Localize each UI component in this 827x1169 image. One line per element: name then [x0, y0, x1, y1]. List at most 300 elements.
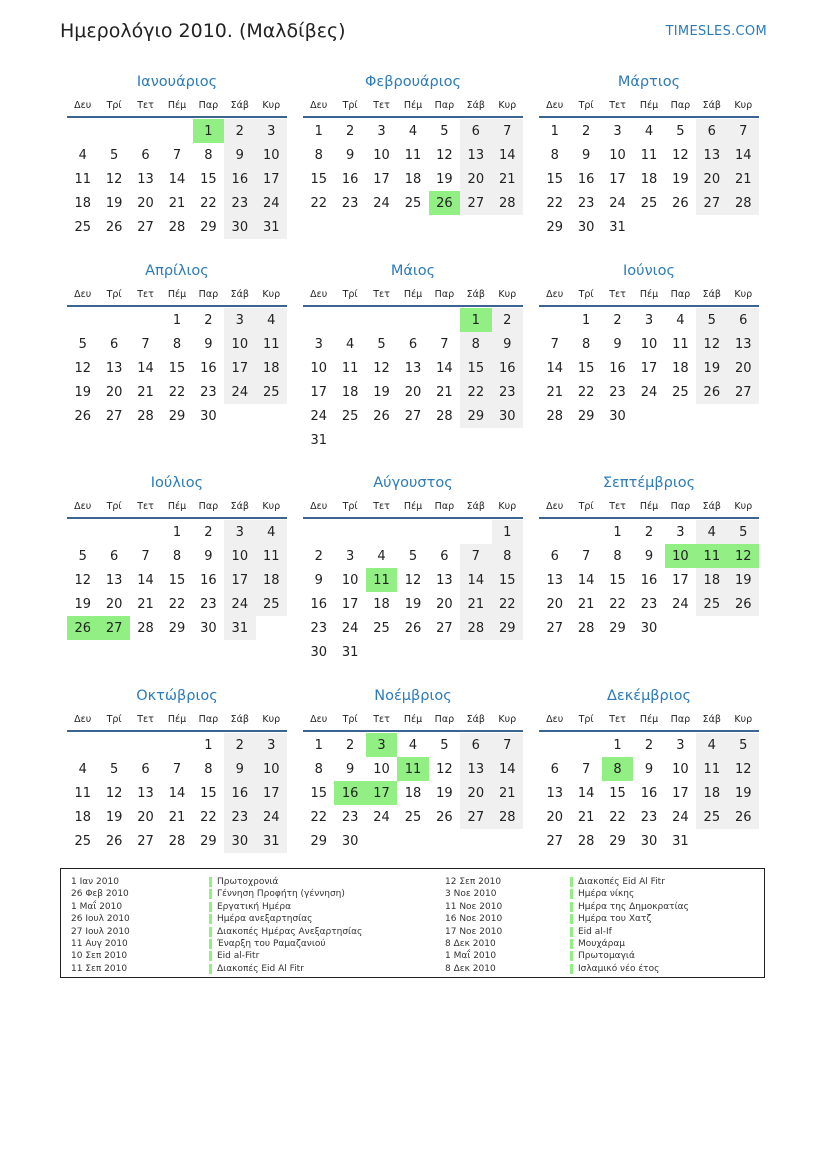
day-cell: 11: [74, 171, 91, 187]
weekday-label: Κυρ: [734, 99, 753, 111]
weekday-label: Τετ: [137, 99, 154, 111]
day-cell: 24: [640, 384, 658, 400]
day-cell: 21: [728, 167, 759, 191]
day-cell: 27: [546, 620, 563, 636]
weekday-header: [303, 708, 523, 732]
day-cell: 14: [137, 572, 154, 588]
day-cell: 25: [696, 805, 727, 829]
holiday-name: Πρωτομαγιά: [570, 950, 689, 962]
day-cell: 2: [644, 524, 654, 540]
weekday-label: Τρί: [342, 288, 358, 300]
day-cell: 2: [345, 123, 355, 139]
day-cell: 29: [168, 620, 186, 636]
day-cell: 22: [577, 384, 595, 400]
day-cell: 5: [109, 147, 119, 163]
month-name: Μάρτιος: [617, 74, 681, 90]
day-cell: 13: [404, 360, 422, 376]
empty-day: [492, 829, 523, 853]
day-cell: 29: [168, 408, 186, 424]
day-cell: 20: [546, 809, 563, 825]
day-cell: 23: [341, 195, 359, 211]
month-block: [539, 259, 759, 428]
day-cell: 16: [492, 356, 523, 380]
day-cell: 7: [492, 119, 523, 143]
weekday-label: Σάβ: [702, 500, 721, 512]
empty-day: [397, 829, 428, 853]
weekday-header: [303, 283, 523, 307]
day-cell: 15: [168, 572, 186, 588]
empty-day: [366, 428, 397, 452]
day-cell: 18: [696, 568, 727, 592]
day-cell: 29: [577, 408, 595, 424]
day-cell: 7: [440, 336, 449, 352]
empty-day: [366, 308, 397, 332]
empty-day: [366, 520, 397, 544]
day-cell: 22: [168, 596, 186, 612]
day-cell: 24: [609, 195, 626, 211]
day-cell: 13: [460, 143, 491, 167]
day-cell: 1: [314, 737, 323, 753]
day-cell: 3: [377, 123, 386, 139]
day-cell: 28: [492, 805, 523, 829]
day-cell: 29: [492, 616, 523, 640]
day-cell: 13: [546, 785, 563, 801]
day-cell: 14: [728, 143, 759, 167]
day-cell: 5: [78, 336, 87, 352]
day-cell: 24: [373, 195, 390, 211]
day-cell: 15: [609, 785, 626, 801]
brand-link[interactable]: TIMESLES.COM: [665, 24, 767, 39]
empty-day: [130, 308, 161, 332]
day-cell: 19: [672, 171, 689, 187]
holiday-name: Ημέρα του Χατζ: [570, 913, 689, 925]
day-cell: 25: [672, 384, 689, 400]
holiday-date: 10 Σεπ 2010: [71, 951, 128, 962]
day-cell: 8: [314, 147, 323, 163]
day-cell: 19: [696, 356, 727, 380]
day-cell: 20: [137, 809, 154, 825]
weekday-label: Κυρ: [262, 288, 281, 300]
holiday-date: 26 Φεβ 2010: [71, 889, 129, 900]
day-cell: 27: [98, 616, 129, 640]
day-cell: 29: [546, 219, 563, 235]
holiday-name: Ημέρα της Δημοκρατίας: [570, 901, 689, 913]
day-cell: 20: [696, 167, 727, 191]
day-cell: 17: [672, 785, 689, 801]
day-cell: 10: [341, 572, 359, 588]
weekday-header: [67, 708, 287, 732]
month-block: [303, 684, 523, 853]
holiday-name: Eid al-If: [570, 926, 689, 938]
weekday-label: Παρ: [434, 713, 455, 725]
day-cell: 4: [696, 520, 727, 544]
month-block: [303, 259, 523, 452]
day-cell: 3: [256, 119, 287, 143]
day-cell: 28: [577, 620, 595, 636]
empty-day: [696, 404, 727, 428]
weekday-label: Κυρ: [262, 713, 281, 725]
day-cell: 8: [581, 336, 591, 352]
weekday-header: [539, 708, 759, 732]
weekday-label: Δευ: [546, 288, 564, 300]
day-cell: 30: [224, 215, 255, 239]
day-cell: 6: [408, 336, 418, 352]
day-cell: 26: [105, 219, 123, 235]
empty-day: [539, 733, 570, 757]
day-cell: 7: [550, 336, 559, 352]
weekday-label: Τετ: [373, 713, 390, 725]
day-cell: 25: [696, 592, 727, 616]
day-grid: [539, 520, 759, 640]
empty-day: [130, 119, 161, 143]
day-cell: 21: [460, 592, 491, 616]
day-cell: 6: [141, 761, 150, 777]
day-cell: 3: [366, 733, 397, 757]
day-cell: 8: [492, 544, 523, 568]
day-cell: 5: [377, 336, 386, 352]
day-cell: 4: [676, 312, 685, 328]
day-cell: 11: [256, 544, 287, 568]
day-cell: 23: [224, 805, 255, 829]
holiday-date: 26 Ιουλ 2010: [71, 914, 130, 925]
empty-day: [460, 640, 491, 664]
weekday-label: Τετ: [609, 713, 626, 725]
day-cell: 24: [373, 809, 390, 825]
day-cell: 21: [436, 384, 453, 400]
day-cell: 22: [310, 195, 327, 211]
day-cell: 30: [341, 833, 359, 849]
day-cell: 30: [200, 620, 217, 636]
day-cell: 15: [609, 572, 626, 588]
day-cell: 15: [310, 171, 327, 187]
weekday-header: [539, 283, 759, 307]
empty-day: [460, 829, 491, 853]
day-cell: 13: [105, 572, 123, 588]
month-block: [539, 471, 759, 640]
day-cell: 21: [168, 809, 186, 825]
holiday-name: Διακοπές Ημέρας Ανεξαρτησίας: [209, 926, 362, 938]
day-cell: 17: [224, 568, 255, 592]
weekday-label: Κυρ: [498, 288, 517, 300]
day-cell: 29: [609, 833, 626, 849]
weekday-header: [67, 94, 287, 118]
day-cell: 8: [613, 548, 622, 564]
day-cell: 15: [200, 171, 217, 187]
month-block: [303, 70, 523, 215]
day-grid: [303, 119, 523, 215]
day-cell: 14: [546, 360, 563, 376]
day-cell: 29: [200, 219, 217, 235]
weekday-label: Σάβ: [230, 99, 249, 111]
empty-day: [98, 119, 129, 143]
day-cell: 24: [256, 805, 287, 829]
day-cell: 27: [696, 191, 727, 215]
empty-day: [539, 308, 570, 332]
day-cell: 9: [644, 548, 654, 564]
day-cell: 28: [168, 219, 186, 235]
day-cell: 21: [577, 809, 595, 825]
empty-day: [429, 308, 460, 332]
month-block: [539, 684, 759, 853]
holiday-name: Διακοπές Eid Al Fitr: [570, 876, 689, 888]
holiday-date: 8 Δεκ 2010: [445, 963, 496, 974]
weekday-label: Σάβ: [466, 500, 485, 512]
day-cell: 8: [460, 332, 491, 356]
day-cell: 17: [640, 360, 658, 376]
weekday-label: Κυρ: [734, 500, 753, 512]
day-cell: 14: [577, 572, 595, 588]
day-cell: 12: [105, 171, 123, 187]
day-cell: 30: [640, 620, 658, 636]
month-name: Ιούνιος: [623, 263, 675, 279]
weekday-label: Τετ: [609, 99, 626, 111]
empty-day: [67, 119, 98, 143]
day-grid: [303, 520, 523, 664]
holiday-date: 11 Σεπ 2010: [71, 963, 128, 974]
day-cell: 28: [577, 833, 595, 849]
month-name: Νοέμβριος: [374, 688, 452, 704]
day-cell: 28: [728, 191, 759, 215]
empty-day: [303, 308, 334, 332]
day-cell: 16: [341, 171, 359, 187]
day-cell: 5: [676, 123, 685, 139]
day-cell: 7: [492, 733, 523, 757]
day-cell: 22: [609, 596, 626, 612]
day-cell: 15: [492, 568, 523, 592]
day-cell: 4: [377, 548, 386, 564]
day-cell: 23: [200, 596, 217, 612]
day-cell: 23: [200, 384, 217, 400]
day-cell: 24: [672, 809, 689, 825]
day-cell: 8: [314, 761, 323, 777]
weekday-label: Κυρ: [498, 713, 517, 725]
empty-day: [429, 520, 460, 544]
day-cell: 13: [105, 360, 123, 376]
day-cell: 24: [224, 592, 255, 616]
legend-dates-right: [445, 876, 502, 975]
day-cell: 18: [696, 781, 727, 805]
day-cell: 6: [141, 147, 150, 163]
weekday-label: Τρί: [342, 500, 358, 512]
weekday-label: Πέμ: [403, 99, 423, 111]
day-grid: [539, 119, 759, 239]
day-cell: 19: [728, 781, 759, 805]
weekday-label: Τρί: [342, 713, 358, 725]
weekday-label: Σάβ: [702, 99, 721, 111]
day-cell: 13: [460, 757, 491, 781]
day-cell: 11: [74, 785, 91, 801]
day-cell: 18: [74, 195, 91, 211]
weekday-label: Δευ: [310, 99, 328, 111]
holiday-name: Eid al-Fitr: [209, 950, 362, 962]
day-cell: 10: [224, 544, 255, 568]
day-cell: 12: [696, 332, 727, 356]
weekday-label: Τετ: [137, 713, 154, 725]
day-cell: 16: [640, 572, 658, 588]
legend-names-right: [570, 876, 689, 975]
day-cell: 31: [609, 219, 626, 235]
day-cell: 20: [460, 781, 491, 805]
day-cell: 10: [672, 761, 689, 777]
day-cell: 4: [644, 123, 654, 139]
day-cell: 2: [204, 312, 213, 328]
day-cell: 7: [728, 119, 759, 143]
weekday-label: Τρί: [106, 713, 122, 725]
month-name: Φεβρουάριος: [364, 74, 462, 90]
day-cell: 1: [492, 520, 523, 544]
day-cell: 4: [78, 147, 87, 163]
day-cell: 28: [546, 408, 563, 424]
day-cell: 17: [609, 171, 626, 187]
day-cell: 10: [640, 336, 658, 352]
empty-day: [161, 119, 192, 143]
empty-day: [633, 215, 664, 239]
day-cell: 2: [613, 312, 622, 328]
day-cell: 19: [74, 384, 91, 400]
empty-day: [256, 616, 287, 640]
day-cell: 28: [137, 408, 154, 424]
weekday-label: Πέμ: [167, 500, 187, 512]
day-cell: 22: [492, 592, 523, 616]
day-cell: 6: [440, 548, 449, 564]
weekday-label: Δευ: [74, 99, 92, 111]
day-cell: 18: [256, 356, 287, 380]
day-cell: 8: [204, 761, 213, 777]
day-cell: 9: [224, 143, 255, 167]
weekday-label: Δευ: [546, 713, 564, 725]
holiday-name: Ημέρα ανεξαρτησίας: [209, 913, 362, 925]
month-block: [303, 471, 523, 664]
empty-day: [98, 733, 129, 757]
weekday-label: Σάβ: [702, 713, 721, 725]
weekday-label: Σάβ: [230, 713, 249, 725]
weekday-label: Τρί: [106, 500, 122, 512]
day-cell: 23: [341, 809, 359, 825]
empty-day: [728, 616, 759, 640]
day-cell: 25: [256, 380, 287, 404]
day-cell: 3: [224, 520, 255, 544]
day-cell: 6: [550, 761, 559, 777]
weekday-label: Σάβ: [702, 288, 721, 300]
day-cell: 18: [672, 360, 689, 376]
day-grid: [67, 520, 287, 640]
weekday-label: Κυρ: [734, 288, 753, 300]
weekday-label: Δευ: [74, 713, 92, 725]
day-cell: 29: [609, 620, 626, 636]
day-cell: 9: [644, 761, 654, 777]
month-block: [67, 684, 287, 853]
empty-day: [397, 428, 428, 452]
day-cell: 27: [460, 191, 491, 215]
day-cell: 1: [172, 312, 182, 328]
day-cell: 22: [460, 380, 491, 404]
holiday-date: 12 Σεπ 2010: [445, 877, 502, 887]
day-cell: 8: [550, 147, 559, 163]
day-cell: 24: [672, 596, 689, 612]
day-cell: 2: [204, 524, 213, 540]
day-grid: [539, 308, 759, 428]
day-cell: 19: [105, 809, 123, 825]
day-cell: 15: [546, 171, 563, 187]
holiday-name: Μουχάραμ: [570, 938, 689, 950]
empty-day: [303, 520, 334, 544]
month-name: Ιούλιος: [150, 475, 204, 491]
empty-day: [130, 520, 161, 544]
empty-day: [728, 829, 759, 853]
day-cell: 1: [550, 123, 559, 139]
empty-day: [334, 520, 365, 544]
holiday-name: Ημέρα νίκης: [570, 888, 689, 900]
day-cell: 30: [577, 219, 595, 235]
day-cell: 10: [256, 757, 287, 781]
weekday-label: Σάβ: [466, 713, 485, 725]
day-cell: 21: [577, 596, 595, 612]
day-cell: 19: [728, 568, 759, 592]
day-cell: 20: [105, 596, 123, 612]
weekday-label: Παρ: [198, 288, 219, 300]
day-cell: 8: [602, 757, 633, 781]
day-cell: 18: [341, 384, 359, 400]
day-cell: 14: [436, 360, 453, 376]
day-cell: 23: [224, 191, 255, 215]
weekday-label: Παρ: [198, 500, 219, 512]
weekday-label: Παρ: [434, 99, 455, 111]
day-cell: 6: [696, 119, 727, 143]
day-cell: 11: [397, 757, 428, 781]
holiday-legend: [60, 868, 765, 978]
day-cell: 14: [577, 785, 595, 801]
weekday-label: Κυρ: [262, 500, 281, 512]
day-cell: 18: [640, 171, 658, 187]
weekday-label: Τετ: [609, 288, 626, 300]
day-cell: 18: [404, 171, 422, 187]
day-cell: 11: [366, 568, 397, 592]
day-cell: 13: [728, 332, 759, 356]
day-cell: 4: [78, 761, 87, 777]
day-cell: 25: [404, 195, 422, 211]
day-cell: 6: [109, 548, 119, 564]
day-cell: 15: [310, 785, 327, 801]
day-grid: [303, 733, 523, 853]
day-cell: 3: [676, 524, 685, 540]
day-cell: 24: [310, 408, 327, 424]
holiday-date: 8 Δεκ 2010: [445, 938, 496, 949]
weekday-label: Παρ: [670, 713, 691, 725]
day-cell: 7: [141, 336, 150, 352]
empty-day: [334, 428, 365, 452]
day-cell: 16: [200, 572, 217, 588]
day-cell: 31: [672, 833, 689, 849]
day-cell: 14: [492, 143, 523, 167]
day-cell: 9: [345, 147, 355, 163]
day-cell: 1: [581, 312, 591, 328]
weekday-label: Παρ: [198, 713, 219, 725]
day-cell: 24: [224, 380, 255, 404]
day-cell: 5: [728, 733, 759, 757]
day-cell: 30: [492, 404, 523, 428]
day-cell: 26: [696, 380, 727, 404]
day-cell: 12: [436, 147, 453, 163]
day-cell: 19: [105, 195, 123, 211]
day-cell: 25: [74, 833, 91, 849]
day-cell: 2: [581, 123, 591, 139]
day-cell: 9: [224, 757, 255, 781]
day-cell: 14: [168, 171, 186, 187]
weekday-label: Σάβ: [466, 288, 485, 300]
empty-day: [696, 829, 727, 853]
day-grid: [303, 308, 523, 452]
day-cell: 26: [672, 195, 689, 211]
